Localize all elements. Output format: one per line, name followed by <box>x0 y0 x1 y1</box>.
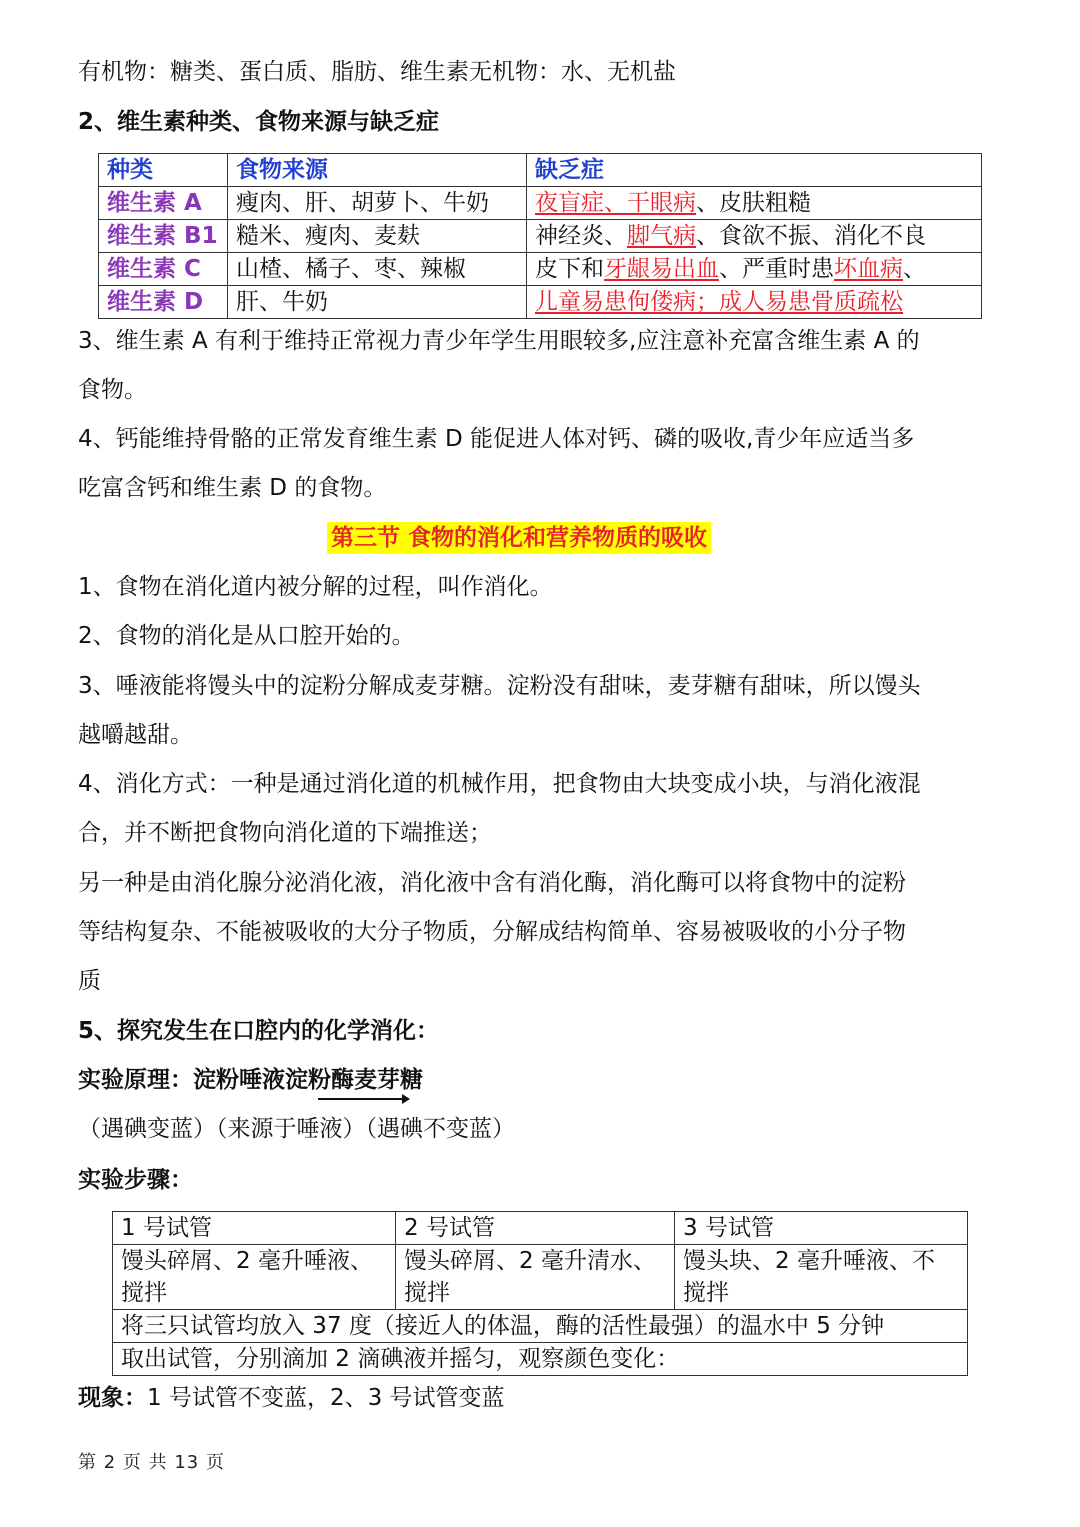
table-row <box>113 1343 968 1376</box>
table-row <box>113 1212 968 1245</box>
header-type: 种类 <box>99 154 228 187</box>
experiment-step-2: 取出试管，分别滴加 2 滴碘液并摇匀，观察颜色变化： <box>113 1343 968 1376</box>
deficiency-cell <box>527 187 982 220</box>
paragraph-5: 5、探究发生在口腔内的化学消化： <box>78 1018 440 1044</box>
vitamin-heading: 2、维生素种类、食物来源与缺乏症 <box>78 109 440 135</box>
deficiency-text: 、食欲不振、消化不良 <box>696 223 926 249</box>
deficiency-text: 、皮肤粗糙 <box>696 190 811 216</box>
table-row <box>113 1245 968 1310</box>
paragraph-4-second-cont: 等结构复杂、不能被吸收的大分子物质，分解成结构简单、容易被吸收的小分子物 <box>78 919 906 945</box>
tube-1-header: 1 号试管 <box>113 1212 396 1245</box>
experiment-step-1: 将三只试管均放入 37 度（接近人的体温，酶的活性最强）的温水中 5 分钟 <box>113 1310 968 1343</box>
paragraph-4: 4、消化方式：一种是通过消化道的机械作用，把食物由大块变成小块，与消化液混 <box>78 771 921 797</box>
experiment-table <box>112 1211 968 1376</box>
deficiency-text: 、严重时患 <box>719 256 834 282</box>
paragraph-3: 3、唾液能将馒头中的淀粉分解成麦芽糖。淀粉没有甜味，麦芽糖有甜味，所以馒头 <box>78 673 921 699</box>
deficiency-key: 牙龈易出血 <box>604 256 719 282</box>
food-source: 糙米、瘦肉、麦麸 <box>228 220 527 253</box>
principle-notes: （遇碘变蓝）（来源于唾液）（遇碘不变蓝） <box>78 1116 515 1142</box>
deficiency-key: 夜盲症、干眼病 <box>535 190 696 216</box>
deficiency-text: 神经炎、 <box>535 223 627 249</box>
paragraph-2: 2、食物的消化是从口腔开始的。 <box>78 623 415 649</box>
steps-label: 实验步骤： <box>78 1167 193 1193</box>
contents-line: 搅拌 <box>404 1280 450 1306</box>
section-title: 第三节 食物的消化和营养物质的吸收 <box>327 522 711 554</box>
vitamin-a-note-cont: 食物。 <box>78 377 147 403</box>
phenomenon-line <box>78 1383 505 1413</box>
tube-1-contents <box>113 1245 396 1310</box>
paragraph-4-cont: 合，并不断把食物向消化道的下端推送； <box>78 820 492 846</box>
deficiency-key: 脚气病 <box>627 223 696 249</box>
table-row <box>99 187 982 220</box>
paragraph-1: 1、食物在消化道内被分解的过程，叫作消化。 <box>78 574 553 600</box>
food-source: 山楂、橘子、枣、辣椒 <box>228 253 527 286</box>
arrow-right-icon <box>318 1093 410 1105</box>
calcium-note-cont: 吃富含钙和维生素 D 的食物。 <box>78 475 387 501</box>
phenomenon-label: 现象： <box>78 1385 147 1411</box>
deficiency-cell <box>527 220 982 253</box>
paragraph-3-cont: 越嚼越甜。 <box>78 722 193 748</box>
tube-3-contents <box>675 1245 968 1310</box>
deficiency-cell <box>527 253 982 286</box>
food-source: 肝、牛奶 <box>228 286 527 319</box>
vitamin-name: 维生素 A <box>99 187 228 220</box>
tube-2-header: 2 号试管 <box>396 1212 675 1245</box>
organic-inorganic-line: 有机物：糖类、蛋白质、脂肪、维生素无机物：水、无机盐 <box>78 59 676 85</box>
contents-line: 馒头块、2 毫升唾液、不 <box>683 1248 935 1274</box>
vitamin-name: 维生素 D <box>99 286 228 319</box>
vitamin-name: 维生素 C <box>99 253 228 286</box>
header-source: 食物来源 <box>228 154 527 187</box>
table-row <box>99 220 982 253</box>
tube-3-header: 3 号试管 <box>675 1212 968 1245</box>
deficiency-key: 坏血病 <box>834 256 903 282</box>
contents-line: 搅拌 <box>683 1280 729 1306</box>
vitamin-table-header <box>99 154 982 187</box>
contents-line: 馒头碎屑、2 毫升唾液、 <box>121 1248 373 1274</box>
contents-line: 馒头碎屑、2 毫升清水、 <box>404 1248 656 1274</box>
vitamin-table <box>98 153 982 319</box>
page-number-footer: 第 2 页 共 13 页 <box>78 1452 225 1473</box>
deficiency-key: 儿童易患佝偻病；成人易患骨质疏松 <box>535 289 903 315</box>
experiment-principle: 实验原理：淀粉唾液淀粉酶麦芽糖 <box>78 1067 423 1093</box>
tube-2-contents <box>396 1245 675 1310</box>
table-row <box>99 253 982 286</box>
vitamin-name: 维生素 B1 <box>99 220 228 253</box>
food-source: 瘦肉、肝、胡萝卜、牛奶 <box>228 187 527 220</box>
deficiency-cell <box>527 286 982 319</box>
header-deficiency: 缺乏症 <box>527 154 982 187</box>
contents-line: 搅拌 <box>121 1280 167 1306</box>
paragraph-4-second-end: 质 <box>78 968 101 994</box>
vitamin-a-note: 3、维生素 A 有利于维持正常视力青少年学生用眼较多,应注意补充富含维生素 A 的 <box>78 328 920 354</box>
calcium-note: 4、钙能维持骨骼的正常发育维生素 D 能促进人体对钙、磷的吸收,青少年应适当多 <box>78 426 915 452</box>
table-row <box>99 286 982 319</box>
deficiency-text: 皮下和 <box>535 256 604 282</box>
paragraph-4-second: 另一种是由消化腺分泌消化液，消化液中含有消化酶，消化酶可以将食物中的淀粉 <box>78 870 906 896</box>
deficiency-text: 、 <box>903 256 926 282</box>
phenomenon-text: 1 号试管不变蓝，2、3 号试管变蓝 <box>147 1385 505 1411</box>
table-row <box>113 1310 968 1343</box>
